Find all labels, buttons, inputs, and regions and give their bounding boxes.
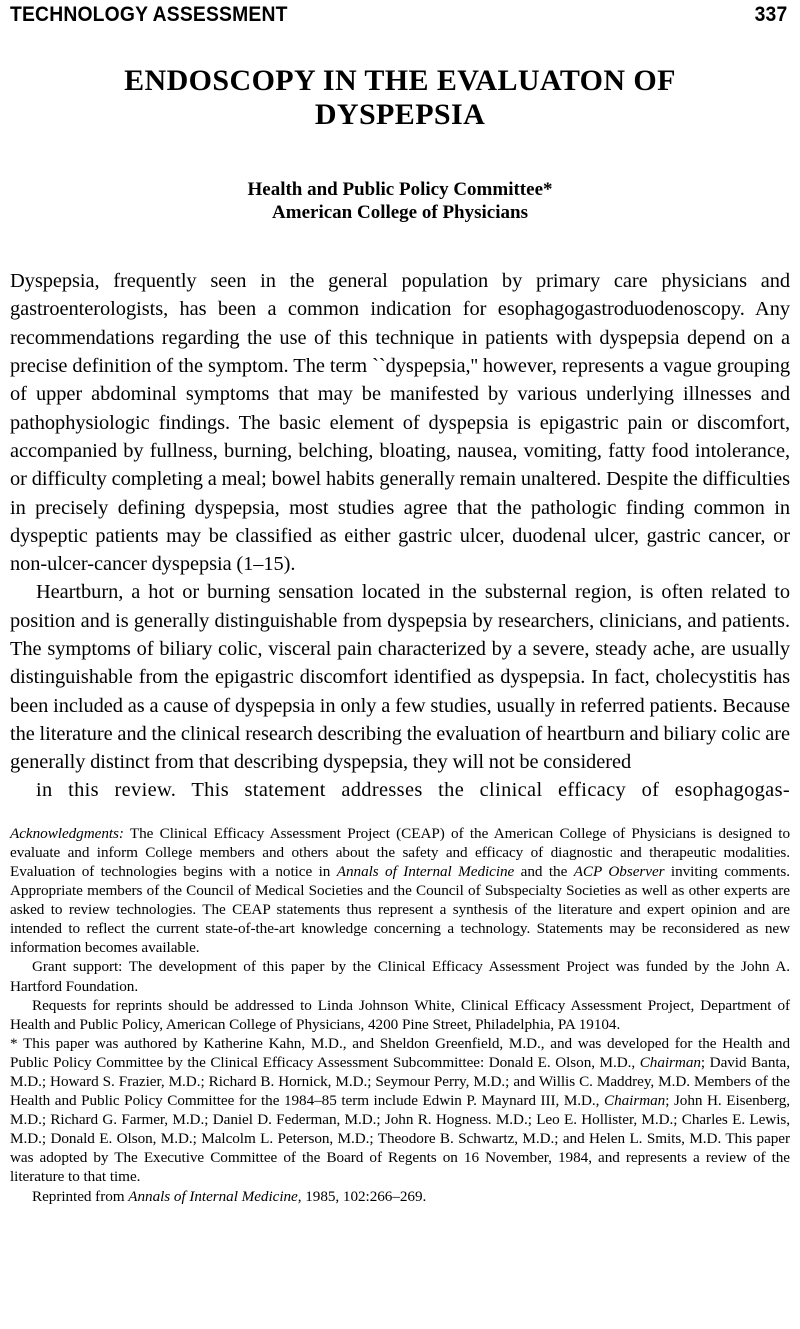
acknowledgments-label: Acknowledgments:	[10, 824, 124, 842]
publication-title-acp-observer: ACP Observer	[573, 862, 665, 880]
article-title-line-1: ENDOSCOPY IN THE EVALUATON OF	[124, 64, 676, 97]
running-head	[10, 0, 787, 27]
footnote-reprint-requests: Requests for reprints should be addressed to Linda Johnson White, Clinical Efficacy Assessment Project, Department of Health and Public Policy, American College of Physicians, 4200 Pine Street, Philadelphia, PA 19104.	[10, 996, 790, 1033]
chairman-label-subcommittee: Chairman	[639, 1053, 701, 1071]
journal-title-annals: Annals of Internal Medicine	[336, 862, 515, 880]
acknowledgments-text-2: and the	[514, 862, 574, 880]
running-head-title: TECHNOLOGY ASSESSMENT	[10, 3, 288, 26]
article-body	[10, 267, 790, 805]
reprinted-citation: , 1985, 102:266–269.	[297, 1187, 427, 1205]
footnote-authorship	[10, 1034, 790, 1187]
body-paragraph-1: Dyspepsia, frequently seen in the general population by primary care physicians and gastroenterologists, has been a common indication for esophagogastroduodenoscopy. Any recommendations regarding the use of this technique in patients with dyspepsia depend on a precise definition of the symptom. The term ``dyspepsia,'' however, represents a vague grouping of upper abdominal symptoms that may be manifested by various underlying illnesses and pathophysiologic findings. The basic element of dyspepsia is epigastric pain or discomfort, accompanied by fullness, burning, belching, bloating, nausea, vomiting, fatty food intolerance, or difficulty completing a meal; bowel habits generally remain unaltered. Despite the difficulties in precisely defining dyspepsia, most studies agree that the pathologic finding common in dyspeptic patients may be classified as either gastric ulcer, duodenal ulcer, gastric cancer, or non-ulcer-cancer dyspepsia (1–15).	[10, 270, 790, 576]
reprinted-journal-title: Annals of Internal Medicine	[128, 1187, 298, 1205]
body-paragraph-2	[10, 578, 790, 804]
authorship-text-2: ; David Banta, M.D.; Howard S. Frazier, M.D.; Richard B. Hornick, M.D.; Seymour Perry, M.D.; and Willis C. Maddrey, M.D. Members of the Health and Public Policy Committee for the 1984–85 term include Edwin P. Maynard III, M.D.,	[10, 1053, 790, 1110]
reprinted-prefix: Reprinted from	[32, 1187, 129, 1205]
footnote-grant-support: Grant support: The development of this paper by the Clinical Efficacy Assessment Project was funded by the John A. Hartford Foundation.	[10, 958, 790, 995]
chairman-label-committee: Chairman	[604, 1092, 666, 1110]
footnote-reprinted-from	[10, 1187, 790, 1206]
authorship-text-3: ; John H. Eisenberg, M.D.; Richard G. Farmer, M.D.; Daniel D. Federman, M.D.; John R. Hogness. M.D.; Leo E. Hollister, M.D.; Charles E. Lewis, M.D.; Donald E. Olson, M.D.; Malcolm L. Peterson, M.D.; Theodore B. Schwartz, M.D.; and Helen L. Smits, M.D. This paper was adopted by The Executive Committee of the Board of Regents on 16 November, 1984, and represents a review of the literature to that time.	[10, 1092, 790, 1186]
body-paragraph-2-last-line: in this review. This statement addresses the clinical efficacy of esophagogas-	[36, 779, 790, 802]
body-paragraph-2-text: Heartburn, a hot or burning sensation located in the substernal region, is often related to position and is generally distinguishable from dyspepsia by researchers, clinicians, and patients. The symptoms of biliary colic, visceral pain characterized by a severe, steady ache, are usually distinguishable from the epigastric discomfort identified as dyspepsia. In fact, cholecystitis has been included as a cause of dyspepsia in only a few studies, usually in referred patients. Because the literature and the clinical research describing the evaluation of heartburn and biliary colic are generally distinct from that describing dyspepsia, they will not be considered	[10, 581, 790, 774]
acknowledgments-text-1: The Clinical Efficacy Assessment Project (CEAP) of the American College of Physicians is designed to evaluate and inform College members and others about the safety and efficacy of diagnostic and therapeutic modalities. Evaluation of technologies begins with a notice in	[10, 824, 790, 880]
byline-committee: Health and Public Policy Committee*	[247, 178, 553, 200]
article-title	[80, 64, 720, 132]
acknowledgments-text-3: inviting comments. Appropriate members of the Council of Medical Societies and the Council of Subspecialty Societies as well as other experts are asked to review technologies. The CEAP statements thus represent a synthesis of the literature and expert opinion and are intended to reflect the current state-of-the-art knowledge concerning a technology. Statements may be reconsidered as new information becomes available.	[10, 862, 790, 957]
byline-organization: American College of Physicians	[272, 201, 528, 223]
article-title-line-2: DYSPEPSIA	[314, 97, 486, 131]
byline	[10, 178, 790, 224]
footnote-acknowledgments	[10, 824, 790, 958]
authorship-text-1: * This paper was authored by Katherine Kahn, M.D., and Sheldon Greenfield, M.D., and was developed for the Health and Public Policy Committee by the Clinical Efficacy Assessment Subcommittee: Donald E. Olson, M.D.,	[10, 1034, 790, 1071]
page-number: 337	[754, 3, 788, 26]
footnote-block	[10, 824, 790, 1206]
